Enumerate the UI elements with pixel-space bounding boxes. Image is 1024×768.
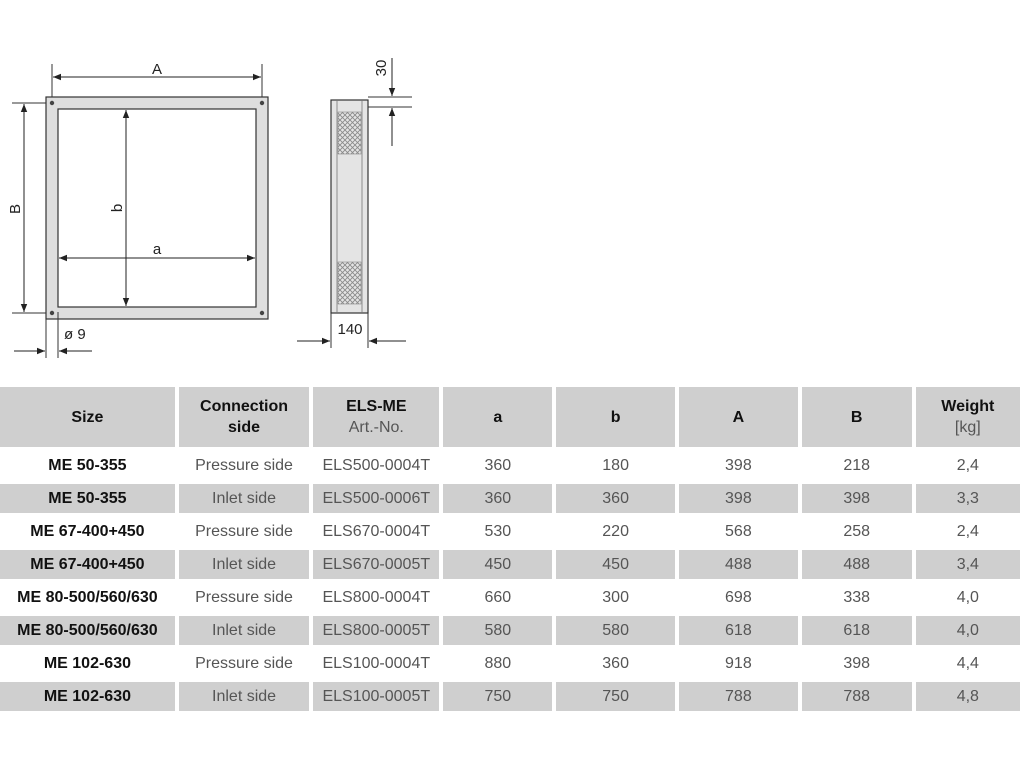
technical-drawing <box>0 0 1024 380</box>
cell-A: 488 <box>679 550 798 579</box>
cell-b: 180 <box>556 451 675 480</box>
cell-art-no: ELS800-0004T <box>313 583 439 612</box>
mesh-grille-bottom <box>338 262 361 304</box>
cell-connection-side: Inlet side <box>179 682 309 711</box>
inner-opening <box>58 109 256 307</box>
cell-b: 750 <box>556 682 675 711</box>
cell-a: 360 <box>443 484 552 513</box>
cell-size: ME 102-630 <box>0 682 175 711</box>
cell-size: ME 80-500/560/630 <box>0 583 175 612</box>
cell-weight: 4,0 <box>916 583 1020 612</box>
cell-connection-side: Inlet side <box>179 550 309 579</box>
cell-a: 450 <box>443 550 552 579</box>
cell-A: 698 <box>679 583 798 612</box>
cell-connection-side: Pressure side <box>179 649 309 678</box>
cell-A: 398 <box>679 451 798 480</box>
cell-a: 580 <box>443 616 552 645</box>
cell-connection-side: Pressure side <box>179 451 309 480</box>
cell-connection-side: Inlet side <box>179 616 309 645</box>
hole-diameter-label: ø 9 <box>64 326 86 343</box>
cell-weight: 4,0 <box>916 616 1020 645</box>
depth-label: 140 <box>337 321 363 338</box>
cell-size: ME 67-400+450 <box>0 550 175 579</box>
dimension-B-label: B <box>7 203 24 215</box>
cell-B: 218 <box>802 451 912 480</box>
header-a: a <box>443 387 552 447</box>
cell-a: 360 <box>443 451 552 480</box>
cell-art-no: ELS670-0005T <box>313 550 439 579</box>
cell-a: 660 <box>443 583 552 612</box>
mounting-hole <box>260 311 264 315</box>
table-row <box>0 451 1020 480</box>
cell-B: 338 <box>802 583 912 612</box>
cell-size: ME 80-500/560/630 <box>0 616 175 645</box>
cell-weight: 2,4 <box>916 517 1020 546</box>
cell-art-no: ELS500-0006T <box>313 484 439 513</box>
mounting-hole <box>260 101 264 105</box>
cell-weight: 3,3 <box>916 484 1020 513</box>
table-row <box>0 484 1020 513</box>
cell-weight: 4,4 <box>916 649 1020 678</box>
cell-a: 880 <box>443 649 552 678</box>
front-view <box>7 61 268 358</box>
cell-a: 530 <box>443 517 552 546</box>
table-row <box>0 550 1020 579</box>
table-header-row <box>0 387 1020 447</box>
mounting-hole <box>50 311 54 315</box>
cell-weight: 3,4 <box>916 550 1020 579</box>
header-A: A <box>679 387 798 447</box>
header-els-art-no: ELS-ME Art.-No. <box>313 387 439 447</box>
side-view <box>297 58 412 348</box>
cell-art-no: ELS670-0004T <box>313 517 439 546</box>
cell-A: 918 <box>679 649 798 678</box>
cell-B: 258 <box>802 517 912 546</box>
mounting-hole <box>50 101 54 105</box>
flange-depth-label: 30 <box>373 59 390 77</box>
specification-table <box>0 383 1024 715</box>
dimension-A-label: A <box>151 61 163 78</box>
header-b: b <box>556 387 675 447</box>
cell-a: 750 <box>443 682 552 711</box>
cell-art-no: ELS800-0005T <box>313 616 439 645</box>
cell-A: 788 <box>679 682 798 711</box>
cell-B: 398 <box>802 649 912 678</box>
cell-connection-side: Pressure side <box>179 517 309 546</box>
table-row <box>0 583 1020 612</box>
header-weight: Weight [kg] <box>916 387 1020 447</box>
cell-A: 618 <box>679 616 798 645</box>
cell-size: ME 50-355 <box>0 484 175 513</box>
cell-size: ME 102-630 <box>0 649 175 678</box>
cell-size: ME 50-355 <box>0 451 175 480</box>
header-B: B <box>802 387 912 447</box>
header-size: Size <box>0 387 175 447</box>
cell-A: 398 <box>679 484 798 513</box>
cell-art-no: ELS500-0004T <box>313 451 439 480</box>
cell-size: ME 67-400+450 <box>0 517 175 546</box>
cell-B: 488 <box>802 550 912 579</box>
cell-b: 300 <box>556 583 675 612</box>
table-row <box>0 682 1020 711</box>
cell-b: 360 <box>556 649 675 678</box>
cell-b: 580 <box>556 616 675 645</box>
cell-b: 220 <box>556 517 675 546</box>
cell-B: 788 <box>802 682 912 711</box>
cell-B: 618 <box>802 616 912 645</box>
cell-art-no: ELS100-0005T <box>313 682 439 711</box>
header-connection-side: Connection side <box>179 387 309 447</box>
cell-connection-side: Pressure side <box>179 583 309 612</box>
cell-art-no: ELS100-0004T <box>313 649 439 678</box>
cell-weight: 2,4 <box>916 451 1020 480</box>
cell-weight: 4,8 <box>916 682 1020 711</box>
mesh-grille-top <box>338 112 361 154</box>
cell-b: 360 <box>556 484 675 513</box>
dimension-b-label: b <box>109 203 126 213</box>
table-row <box>0 616 1020 645</box>
table-row <box>0 517 1020 546</box>
dimension-a-label: a <box>152 241 162 258</box>
cell-A: 568 <box>679 517 798 546</box>
cell-b: 450 <box>556 550 675 579</box>
cell-connection-side: Inlet side <box>179 484 309 513</box>
table-row <box>0 649 1020 678</box>
cell-B: 398 <box>802 484 912 513</box>
